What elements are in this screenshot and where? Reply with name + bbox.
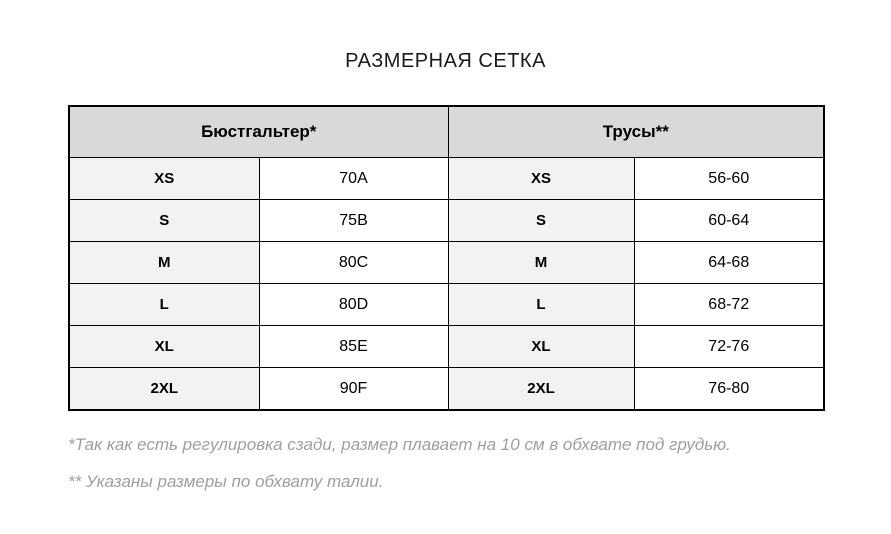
panty-value-cell: 68-72 (634, 284, 824, 326)
panty-value-cell: 56-60 (634, 158, 824, 200)
panty-value-cell: 72-76 (634, 326, 824, 368)
bra-value-cell: 80D (259, 284, 448, 326)
page-title: РАЗМЕРНАЯ СЕТКА (345, 50, 546, 72)
bra-size-cell: M (69, 242, 259, 284)
bra-size-cell: XL (69, 326, 259, 368)
size-table-header (69, 106, 824, 158)
table-row (69, 284, 824, 326)
bra-size-cell: XS (69, 158, 259, 200)
header-row (69, 106, 824, 158)
size-table-body (69, 158, 824, 411)
panty-value-cell: 64-68 (634, 242, 824, 284)
panty-size-cell: S (448, 200, 634, 242)
footnote-bra: *Так как есть регулировка сзади, размер плавает на 10 см в обхвате под грудью. (68, 435, 731, 454)
table-row (69, 242, 824, 284)
table-row (69, 368, 824, 411)
panty-value-cell: 60-64 (634, 200, 824, 242)
bra-value-cell: 75B (259, 200, 448, 242)
bra-size-cell: S (69, 200, 259, 242)
panty-size-cell: 2XL (448, 368, 634, 411)
table-row (69, 200, 824, 242)
bra-size-cell: 2XL (69, 368, 259, 411)
bra-column-header: Бюстгальтер* (69, 106, 448, 158)
table-row (69, 326, 824, 368)
bra-value-cell: 80C (259, 242, 448, 284)
bra-value-cell: 85E (259, 326, 448, 368)
size-table (68, 105, 825, 411)
footnotes (68, 432, 858, 507)
panties-column-header: Трусы** (448, 106, 824, 158)
panty-size-cell: XS (448, 158, 634, 200)
panty-value-cell: 76-80 (634, 368, 824, 411)
panty-size-cell: L (448, 284, 634, 326)
panty-size-cell: XL (448, 326, 634, 368)
bra-value-cell: 70A (259, 158, 448, 200)
bra-value-cell: 90F (259, 368, 448, 411)
footnote-panties: ** Указаны размеры по обхвату талии. (68, 472, 384, 492)
table-row (69, 158, 824, 200)
panty-size-cell: M (448, 242, 634, 284)
bra-size-cell: L (69, 284, 259, 326)
